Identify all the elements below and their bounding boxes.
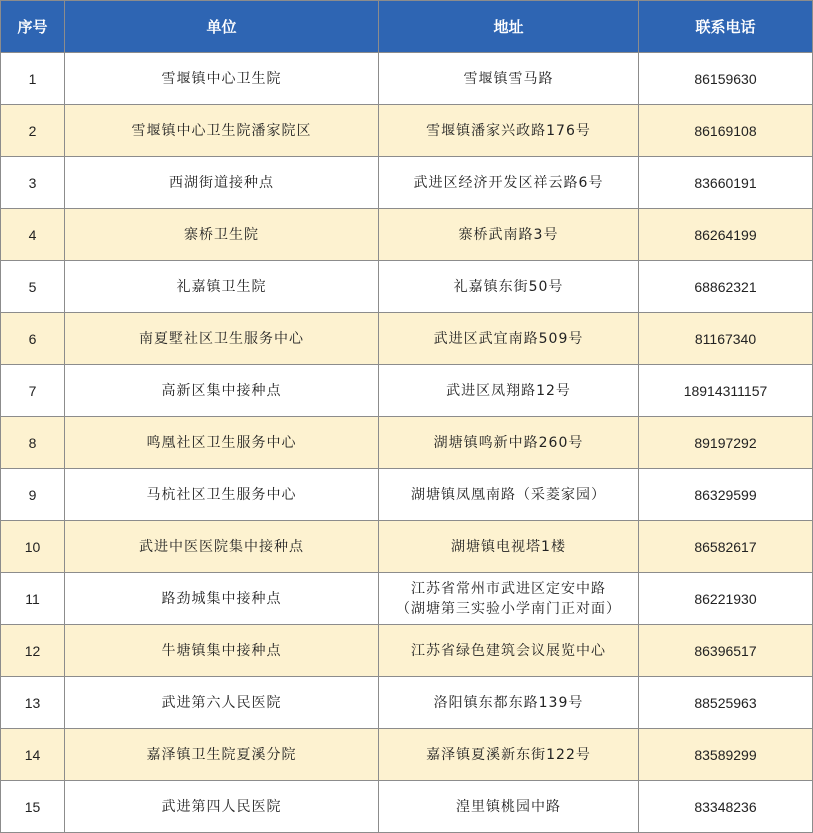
header-phone: 联系电话 <box>639 1 813 53</box>
address-line: 雪堰镇潘家兴政路176号 <box>426 122 591 139</box>
row-unit: 武进第四人民医院 <box>65 781 379 833</box>
address-line: 嘉泽镇夏溪新东街122号 <box>426 746 591 763</box>
row-index: 11 <box>1 573 65 625</box>
row-phone: 86169108 <box>639 105 813 157</box>
row-index: 12 <box>1 625 65 677</box>
row-phone: 68862321 <box>639 261 813 313</box>
row-index: 10 <box>1 521 65 573</box>
row-unit: 西湖街道接种点 <box>65 157 379 209</box>
address-line: 武进区凤翔路12号 <box>446 382 571 399</box>
row-phone: 86221930 <box>639 573 813 625</box>
header-unit: 单位 <box>65 1 379 53</box>
table-row <box>1 781 813 833</box>
row-address <box>379 521 639 573</box>
address-line: 武进区经济开发区祥云路6号 <box>413 174 604 191</box>
row-phone: 83660191 <box>639 157 813 209</box>
table-row <box>1 261 813 313</box>
row-address <box>379 469 639 521</box>
row-unit: 武进第六人民医院 <box>65 677 379 729</box>
row-address <box>379 209 639 261</box>
address-line: 湖塘镇鸣新中路260号 <box>433 434 584 451</box>
header-index: 序号 <box>1 1 65 53</box>
row-unit: 鸣凰社区卫生服务中心 <box>65 417 379 469</box>
row-phone: 81167340 <box>639 313 813 365</box>
row-phone: 86264199 <box>639 209 813 261</box>
address-line: 雪堰镇雪马路 <box>463 70 554 87</box>
row-address <box>379 313 639 365</box>
row-index: 2 <box>1 105 65 157</box>
table-row <box>1 417 813 469</box>
row-phone: 86582617 <box>639 521 813 573</box>
table-row <box>1 313 813 365</box>
table-row <box>1 157 813 209</box>
row-phone: 86396517 <box>639 625 813 677</box>
header-address: 地址 <box>379 1 639 53</box>
row-index: 4 <box>1 209 65 261</box>
row-unit: 礼嘉镇卫生院 <box>65 261 379 313</box>
table-row <box>1 469 813 521</box>
row-address <box>379 105 639 157</box>
row-phone: 86159630 <box>639 53 813 105</box>
table-header-row <box>1 1 813 53</box>
row-index: 6 <box>1 313 65 365</box>
row-address <box>379 781 639 833</box>
address-line: 江苏省常州市武进区定安中路 <box>411 580 606 597</box>
row-address <box>379 365 639 417</box>
table-row <box>1 677 813 729</box>
row-unit: 武进中医医院集中接种点 <box>65 521 379 573</box>
row-unit: 马杭社区卫生服务中心 <box>65 469 379 521</box>
table-row <box>1 365 813 417</box>
row-index: 5 <box>1 261 65 313</box>
row-unit: 南夏墅社区卫生服务中心 <box>65 313 379 365</box>
address-line: 湖塘镇电视塔1楼 <box>451 538 566 555</box>
row-unit: 雪堰镇中心卫生院潘家院区 <box>65 105 379 157</box>
row-unit: 高新区集中接种点 <box>65 365 379 417</box>
table-row <box>1 573 813 625</box>
row-phone: 89197292 <box>639 417 813 469</box>
row-index: 9 <box>1 469 65 521</box>
table-row <box>1 105 813 157</box>
row-phone: 18914311157 <box>639 365 813 417</box>
row-address <box>379 625 639 677</box>
address-line: 武进区武宜南路509号 <box>433 330 584 347</box>
row-address <box>379 157 639 209</box>
address-line: 湟里镇桃园中路 <box>456 798 561 815</box>
row-unit: 路劲城集中接种点 <box>65 573 379 625</box>
row-address <box>379 417 639 469</box>
table-body <box>1 53 813 833</box>
row-index: 14 <box>1 729 65 781</box>
row-index: 15 <box>1 781 65 833</box>
table-row <box>1 53 813 105</box>
row-phone: 83348236 <box>639 781 813 833</box>
row-phone: 83589299 <box>639 729 813 781</box>
row-unit: 牛塘镇集中接种点 <box>65 625 379 677</box>
row-phone: 88525963 <box>639 677 813 729</box>
row-index: 3 <box>1 157 65 209</box>
address-line: 洛阳镇东都东路139号 <box>433 694 584 711</box>
row-index: 7 <box>1 365 65 417</box>
row-unit: 寨桥卫生院 <box>65 209 379 261</box>
row-address <box>379 261 639 313</box>
row-phone: 86329599 <box>639 469 813 521</box>
table-row <box>1 209 813 261</box>
address-line: 寨桥武南路3号 <box>458 226 559 243</box>
row-address <box>379 729 639 781</box>
table-row <box>1 521 813 573</box>
address-line: （湖塘第三实验小学南门正对面） <box>396 600 621 617</box>
address-line: 礼嘉镇东街50号 <box>453 278 564 295</box>
row-address <box>379 53 639 105</box>
row-index: 13 <box>1 677 65 729</box>
address-line: 江苏省绿色建筑会议展览中心 <box>411 642 606 659</box>
table-row <box>1 625 813 677</box>
row-unit: 嘉泽镇卫生院夏溪分院 <box>65 729 379 781</box>
row-unit: 雪堰镇中心卫生院 <box>65 53 379 105</box>
table-row <box>1 729 813 781</box>
row-index: 8 <box>1 417 65 469</box>
row-address <box>379 677 639 729</box>
address-line: 湖塘镇凤凰南路（采菱家园） <box>411 486 606 503</box>
row-address <box>379 573 639 625</box>
row-index: 1 <box>1 53 65 105</box>
